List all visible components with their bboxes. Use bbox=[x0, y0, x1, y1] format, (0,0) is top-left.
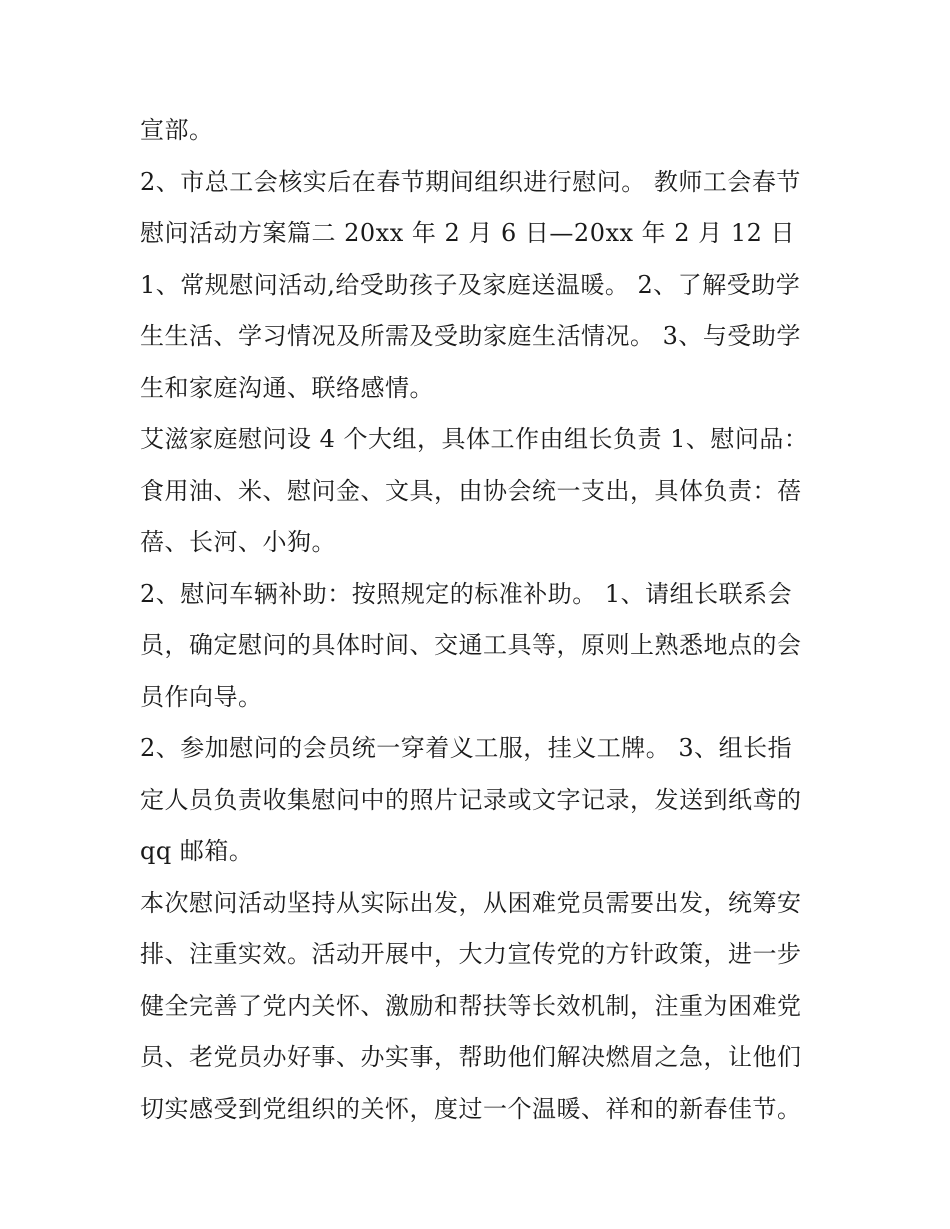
text-line: 宣部。 bbox=[140, 116, 214, 144]
document-body bbox=[140, 105, 830, 1135]
text-line: 生生活、学习情况及所需及受助家庭生活情况。 3、与受助学 bbox=[140, 322, 801, 350]
text-line: 食用油、米、慰问金、文具，由协会统一支出，具体负责：蓓 bbox=[140, 476, 802, 505]
text-line: 慰问活动方案篇二 20xx 年 2 月 6 日—20xx 年 2 月 12 日 bbox=[140, 219, 795, 247]
text-line: 定人员负责收集慰问中的照片记录或文字记录，发送到纸鸢的 bbox=[140, 785, 802, 814]
text-line: 2、市总工会核实后在春节期间组织进行慰问。 教师工会春节 bbox=[140, 167, 801, 196]
text-line: 排、注重实效。活动开展中，大力宣传党的方针政策，进一步 bbox=[140, 940, 802, 968]
paragraph-1 bbox=[140, 105, 830, 157]
paragraph-2 bbox=[140, 157, 830, 260]
text-line: 切实感受到党组织的关怀，度过一个温暖、祥和的新春佳节。 bbox=[140, 1094, 802, 1123]
text-line: 蓓、长河、小狗。 bbox=[140, 528, 336, 556]
text-line: 本次慰问活动坚持从实际出发，从困难党员需要出发，统筹安 bbox=[140, 888, 802, 917]
text-line: 2、慰问车辆补助：按照规定的标准补助。 1、请组长联系会 bbox=[140, 579, 793, 608]
text-line: 员、老党员办好事、办实事，帮助他们解决燃眉之急，让他们 bbox=[140, 1043, 802, 1071]
paragraph-4 bbox=[140, 414, 830, 569]
text-line: 1、常规慰问活动,给受助孩子及家庭送温暖。 2、了解受助学 bbox=[140, 270, 801, 299]
paragraph-6 bbox=[140, 723, 830, 878]
text-line: 员，确定慰问的具体时间、交通工具等，原则上熟悉地点的会 bbox=[140, 631, 802, 659]
text-line: 艾滋家庭慰问设 4 个大组，具体工作由组长负责 1、慰问品： bbox=[140, 425, 809, 453]
text-line: 2、参加慰问的会员统一穿着义工服，挂义工牌。 3、组长指 bbox=[140, 734, 793, 762]
text-line: 生和家庭沟通、联络感情。 bbox=[140, 373, 434, 402]
paragraph-3 bbox=[140, 260, 830, 415]
text-line: qq 邮箱。 bbox=[140, 837, 254, 865]
text-line: 员作向导。 bbox=[140, 682, 263, 711]
paragraph-7 bbox=[140, 878, 830, 1136]
paragraph-5 bbox=[140, 569, 830, 724]
text-line: 健全完善了党内关怀、激励和帮扶等长效机制，注重为困难党 bbox=[140, 991, 802, 1020]
